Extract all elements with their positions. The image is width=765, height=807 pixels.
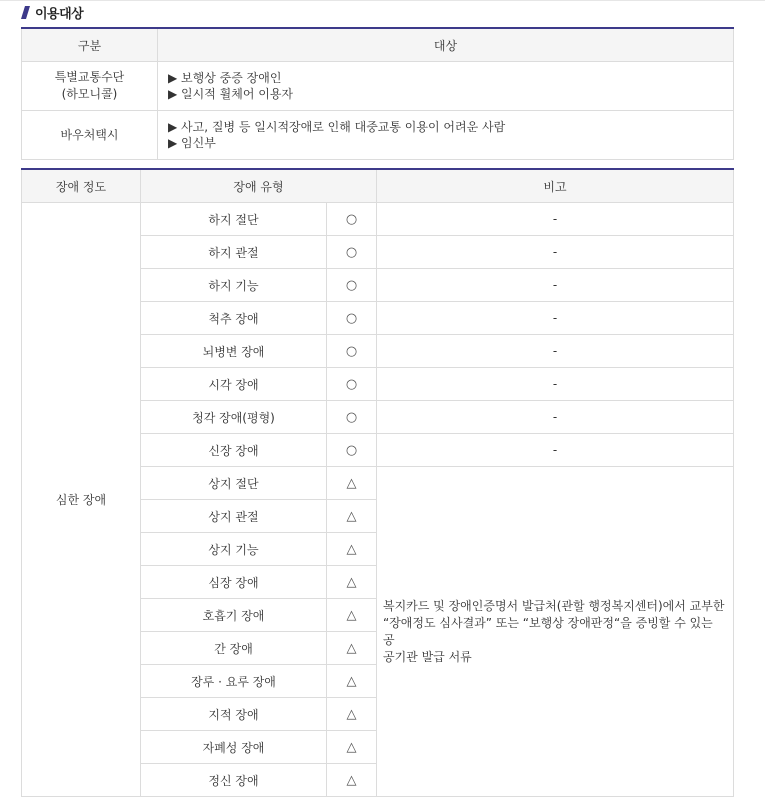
type-cell: 시각 장애 bbox=[141, 368, 327, 401]
note-cell: - bbox=[377, 302, 734, 335]
type-cell: 정신 장애 bbox=[141, 764, 327, 797]
note-cell: - bbox=[377, 401, 734, 434]
circle-mark: ○ bbox=[327, 269, 377, 302]
triangle-mark: △ bbox=[327, 566, 377, 599]
type-cell: 하지 기능 bbox=[141, 269, 327, 302]
merged-note-cell bbox=[377, 467, 734, 797]
type-cell: 상지 기능 bbox=[141, 533, 327, 566]
header-type: 장애 유형 bbox=[141, 169, 377, 203]
header-severity: 장애 정도 bbox=[22, 169, 141, 203]
type-cell: 하지 절단 bbox=[141, 203, 327, 236]
note-cell: - bbox=[377, 368, 734, 401]
note-line: “장애정도 심사결과” 또는 “보행상 장애판정“을 증빙할 수 있는 공 bbox=[383, 615, 713, 647]
type-cell: 호흡기 장애 bbox=[141, 599, 327, 632]
slash-icon bbox=[21, 6, 30, 19]
note-cell: - bbox=[377, 434, 734, 467]
type-cell: 심장 장애 bbox=[141, 566, 327, 599]
circle-mark: ○ bbox=[327, 335, 377, 368]
triangle-mark: △ bbox=[327, 731, 377, 764]
category-cell bbox=[22, 62, 158, 111]
table-row bbox=[22, 111, 734, 160]
top-divider bbox=[0, 0, 765, 1]
header-note: 비고 bbox=[377, 169, 734, 203]
type-cell: 척추 장애 bbox=[141, 302, 327, 335]
section-heading bbox=[21, 3, 83, 21]
category-name: 바우처택시 bbox=[60, 127, 119, 142]
type-cell: 하지 관절 bbox=[141, 236, 327, 269]
type-cell: 자폐성 장애 bbox=[141, 731, 327, 764]
type-cell: 신장 장애 bbox=[141, 434, 327, 467]
type-cell: 지적 장애 bbox=[141, 698, 327, 731]
triangle-mark: △ bbox=[327, 632, 377, 665]
table-row bbox=[22, 203, 734, 236]
target-item: ▶ 사고, 질병 등 일시적장애로 인해 대중교통 이용이 어려운 사람 bbox=[168, 120, 506, 134]
target-table bbox=[21, 27, 734, 160]
circle-mark: ○ bbox=[327, 401, 377, 434]
triangle-mark: △ bbox=[327, 467, 377, 500]
circle-mark: ○ bbox=[327, 236, 377, 269]
category-cell bbox=[22, 111, 158, 160]
table-row bbox=[22, 62, 734, 111]
target-cell bbox=[158, 111, 734, 160]
circle-mark: ○ bbox=[327, 203, 377, 236]
triangle-mark: △ bbox=[327, 698, 377, 731]
type-cell: 상지 절단 bbox=[141, 467, 327, 500]
circle-mark: ○ bbox=[327, 302, 377, 335]
type-cell: 상지 관절 bbox=[141, 500, 327, 533]
circle-mark: ○ bbox=[327, 368, 377, 401]
header-target: 대상 bbox=[158, 28, 734, 62]
section-title: 이용대상 bbox=[35, 6, 84, 22]
note-line: 복지카드 및 장애인증명서 발급처(관할 행정복지센터)에서 교부한 bbox=[383, 598, 725, 613]
note-line: 공기관 발급 서류 bbox=[383, 649, 472, 664]
triangle-mark: △ bbox=[327, 500, 377, 533]
target-item: ▶ 임신부 bbox=[168, 136, 216, 150]
triangle-mark: △ bbox=[327, 533, 377, 566]
severity-cell: 심한 장애 bbox=[22, 203, 141, 797]
target-cell bbox=[158, 62, 734, 111]
disability-table bbox=[21, 168, 734, 797]
note-cell: - bbox=[377, 236, 734, 269]
circle-mark: ○ bbox=[327, 434, 377, 467]
type-cell: 간 장애 bbox=[141, 632, 327, 665]
type-cell: 장루 · 요루 장애 bbox=[141, 665, 327, 698]
note-cell: - bbox=[377, 335, 734, 368]
category-subname: (하모니콜) bbox=[61, 87, 118, 101]
note-cell: - bbox=[377, 203, 734, 236]
triangle-mark: △ bbox=[327, 665, 377, 698]
header-category: 구분 bbox=[22, 28, 158, 62]
triangle-mark: △ bbox=[327, 599, 377, 632]
type-cell: 청각 장애(평형) bbox=[141, 401, 327, 434]
note-cell: - bbox=[377, 269, 734, 302]
triangle-mark: △ bbox=[327, 764, 377, 797]
category-name: 특별교통수단 bbox=[54, 70, 125, 84]
type-cell: 뇌병변 장애 bbox=[141, 335, 327, 368]
target-item: ▶ 일시적 휠체어 이용자 bbox=[168, 87, 294, 101]
target-item: ▶ 보행상 중증 장애인 bbox=[168, 71, 282, 85]
